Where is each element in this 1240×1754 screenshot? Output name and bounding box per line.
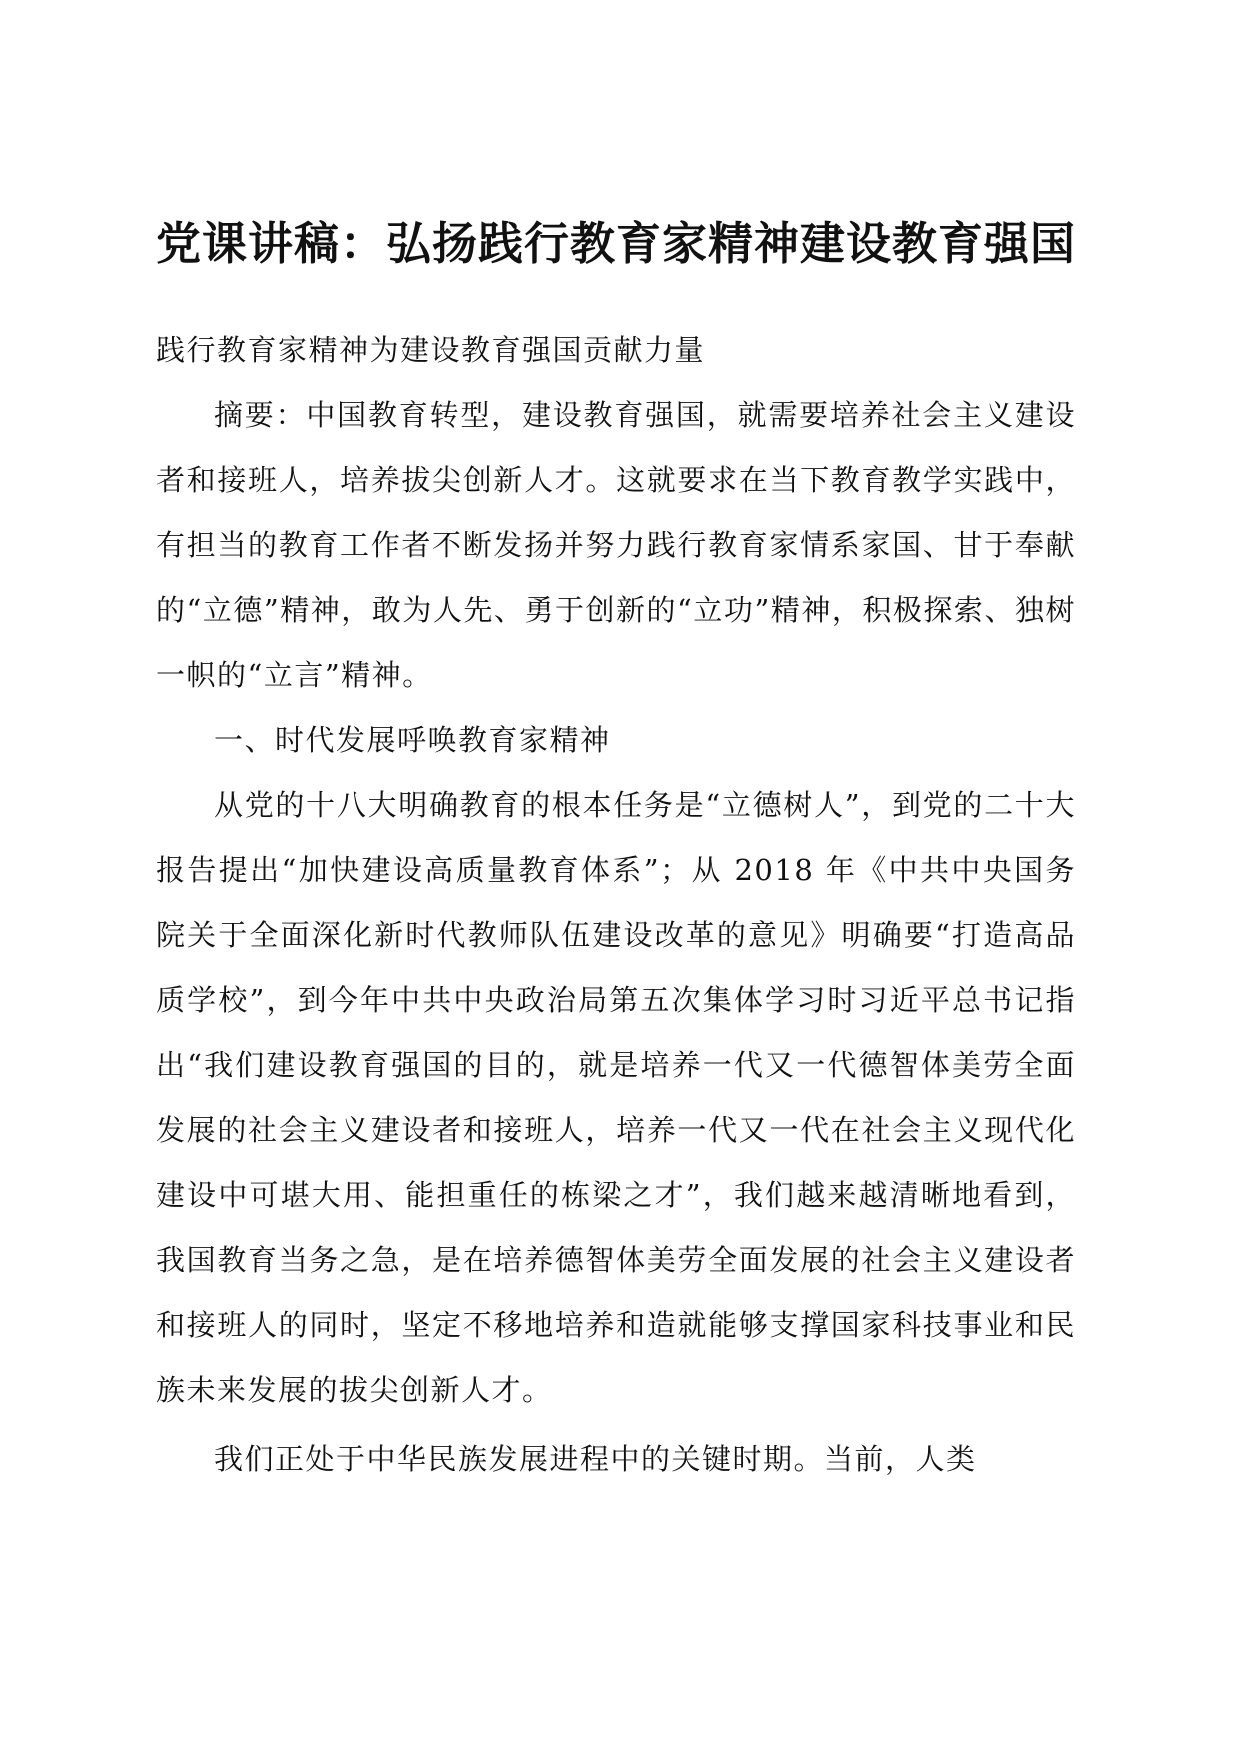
abstract-paragraph: 摘要：中国教育转型，建设教育强国，就需要培养社会主义建设者和接班人，培养拔尖创新人才。这就要求在当下教育教学实践中，有担当的教育工作者不断发扬并努力践行教育家情系家国、甘于奉献的“立德”精神，敢为人先、勇于创新的“立功”精神，积极探索、独树一帜的“立言”精神。 [156,398,1076,692]
body-paragraph: 我们正处于中华民族发展进程中的关键时期。当前，人类 [214,1442,977,1476]
body-paragraph: 从党的十八大明确教育的根本任务是“立德树人”，到党的二十大报告提出“加快建设高质量教育体系”；从 2018 年《中共中央国务院关于全面深化新时代教师队伍建设改革的意见》明确要“打造高品质学校”，到今年中共中央政治局第五次集体学习时习近平总书记指出“我们建设教育强国的目的，就是培养一代又一代德智体美劳全面发展的社会主义建设者和接班人，培养一代又一代在社会主义现代化建设中可堪大用、能担重任的栋梁之才”，我们越来越清晰地看到，我国教育当务之急，是在培养德智体美劳全面发展的社会主义建设者和接班人的同时，坚定不移地培养和造就能够支撑国家科技事业和民族未来发展的拔尖创新人才。 [156,788,1076,1407]
section-heading: 一、时代发展呼唤教育家精神 [214,723,611,757]
document-title: 党课讲稿：弘扬践行教育家精神建设教育强国 [156,217,1077,270]
document-subtitle: 践行教育家精神为建设教育强国贡献力量 [156,333,706,367]
document-body [156,318,1076,1492]
